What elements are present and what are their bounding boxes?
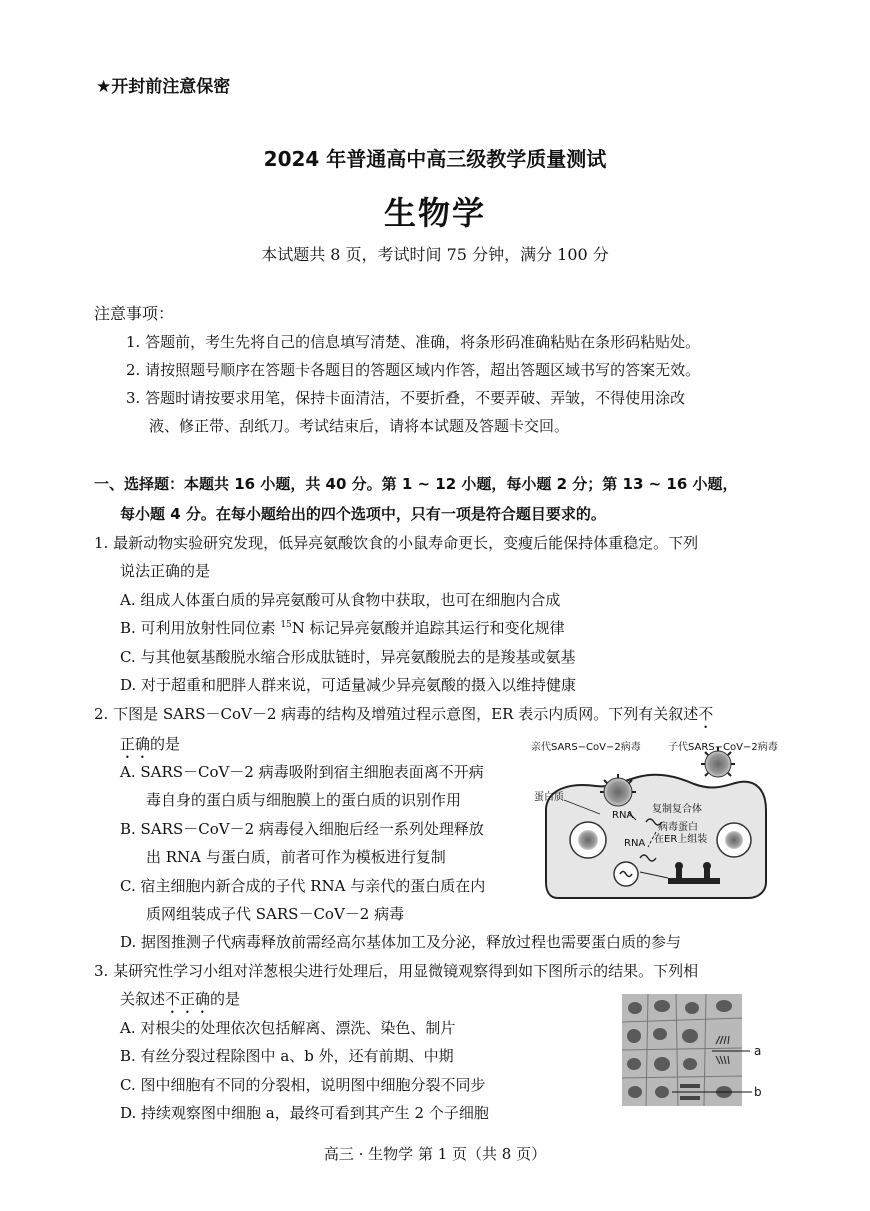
er-assembly-label: 在ER上组装 <box>654 834 708 845</box>
note-item: 2. 请按照题号顺序在答题卡各题目的答题区域内作答，超出答题区域书写的答案无效。 <box>126 361 701 379</box>
label-a: a <box>754 1044 762 1058</box>
vesicle-icon <box>614 862 638 886</box>
q2-option-a: A. SARS－CoV－2 病毒吸附到宿主细胞表面离不开病 <box>120 763 484 781</box>
note-item: 3. 答题时请按要求用笔，保持卡面清洁，不要折叠，不要弄破、弄皱，不得使用涂改 <box>126 389 686 407</box>
q2-stem: 正确的是 <box>120 735 181 753</box>
q1-option-d: D. 对于超重和肥胖人群来说，可适量减少异亮氨酸的摄入以维持健康 <box>120 676 577 694</box>
q2-option-c: 质网组装成子代 SARS－CoV－2 病毒 <box>146 905 405 923</box>
q2-option-a: 毒自身的蛋白质与细胞膜上的蛋白质的识别作用 <box>146 791 462 809</box>
q3-stem: 3. 某研究性学习小组对洋葱根尖进行处理后，用显微镜观察得到如下图所示的结果。下列相 <box>94 962 699 980</box>
rna-label: RNA <box>624 838 646 849</box>
q3-stem: 关叙述不正确的是 <box>120 990 241 1008</box>
confidential-notice: ★开封前注意保密 <box>96 77 231 97</box>
section-heading-line1: 一、选择题：本题共 16 小题，共 40 分。第 1 ~ 12 小题，每小题 2 分；第 13 ~ 16 小题， <box>94 475 738 493</box>
child-virus-label: 子代SARS−CoV−2病毒 <box>668 742 778 753</box>
q2-option-b: B. SARS－CoV－2 病毒侵入细胞后经一系列处理释放 <box>120 820 484 838</box>
page-footer: 高三 · 生物学 第 1 页（共 8 页） <box>323 1145 547 1163</box>
vesicle-icon <box>570 822 606 858</box>
q3-option-c: C. 图中细胞有不同的分裂相，说明图中细胞分裂不同步 <box>120 1076 486 1094</box>
q1-option-b: B. 可利用放射性同位素 $^{15}$N 标记异亮氨酸并追踪其运行和变化规律 <box>120 619 565 637</box>
section-heading-line2: 每小题 4 分。在每小题给出的四个选项中，只有一项是符合题目要求的。 <box>120 505 606 523</box>
exam-title: 2024 年普通高中高三级教学质量测试 <box>263 147 607 171</box>
q1-option-a: A. 组成人体蛋白质的异亮氨酸可从食物中获取，也可在细胞内合成 <box>120 591 561 609</box>
q2-option-d: D. 据图推测子代病毒释放前需经高尔基体加工及分泌，释放过程也需要蛋白质的参与 <box>120 933 682 951</box>
q1-option-c: C. 与其他氨基酸脱水缩合形成肽链时，异亮氨酸脱去的是羧基或氨基 <box>120 648 576 666</box>
q3-option-a: A. 对根尖的处理依次包括解离、漂洗、染色、制片 <box>120 1019 456 1037</box>
protein-label: 蛋白质 <box>534 792 564 803</box>
subject-title: 生物学 <box>383 194 486 232</box>
q2-option-b: 出 RNA 与蛋白质，前者可作为模板进行复制 <box>146 848 446 866</box>
replication-complex-label: 复制复合体 <box>652 804 702 815</box>
q3-option-d: D. 持续观察图中细胞 a，最终可看到其产生 2 个子细胞 <box>120 1104 489 1122</box>
q3-option-b: B. 有丝分裂过程除图中 a、b 外，还有前期、中期 <box>120 1047 454 1065</box>
note-item: 1. 答题前，考生先将自己的信息填写清楚、准确，将条形码准确粘贴在条形码粘贴处。 <box>126 333 701 351</box>
vesicle-icon <box>717 823 751 857</box>
q1-stem: 说法正确的是 <box>120 562 211 580</box>
label-b: b <box>754 1085 762 1099</box>
notes-heading: 注意事项： <box>94 304 175 323</box>
rna-label: RNA <box>612 810 634 821</box>
note-item: 液、修正带、刮纸刀。考试结束后，请将本试题及答题卡交回。 <box>149 417 570 435</box>
viral-protein-label: 病毒蛋白 <box>658 822 698 833</box>
exam-info: 本试题共 8 页，考试时间 75 分钟，满分 100 分 <box>261 245 609 264</box>
micrograph-image <box>620 992 770 1108</box>
q2-option-c: C. 宿主细胞内新合成的子代 RNA 与亲代的蛋白质在内 <box>120 877 486 895</box>
q1-stem: 1. 最新动物实验研究发现，低异亮氨酸饮食的小鼠寿命更长，变瘦后能保持体重稳定。下列 <box>94 534 699 552</box>
virus-diagram <box>528 732 784 904</box>
parent-virus-label: 亲代SARS−CoV−2病毒 <box>531 742 641 753</box>
q2-stem: 2. 下图是 SARS－CoV－2 病毒的结构及增殖过程示意图，ER 表示内质网。下列有关叙述不 <box>94 705 714 723</box>
